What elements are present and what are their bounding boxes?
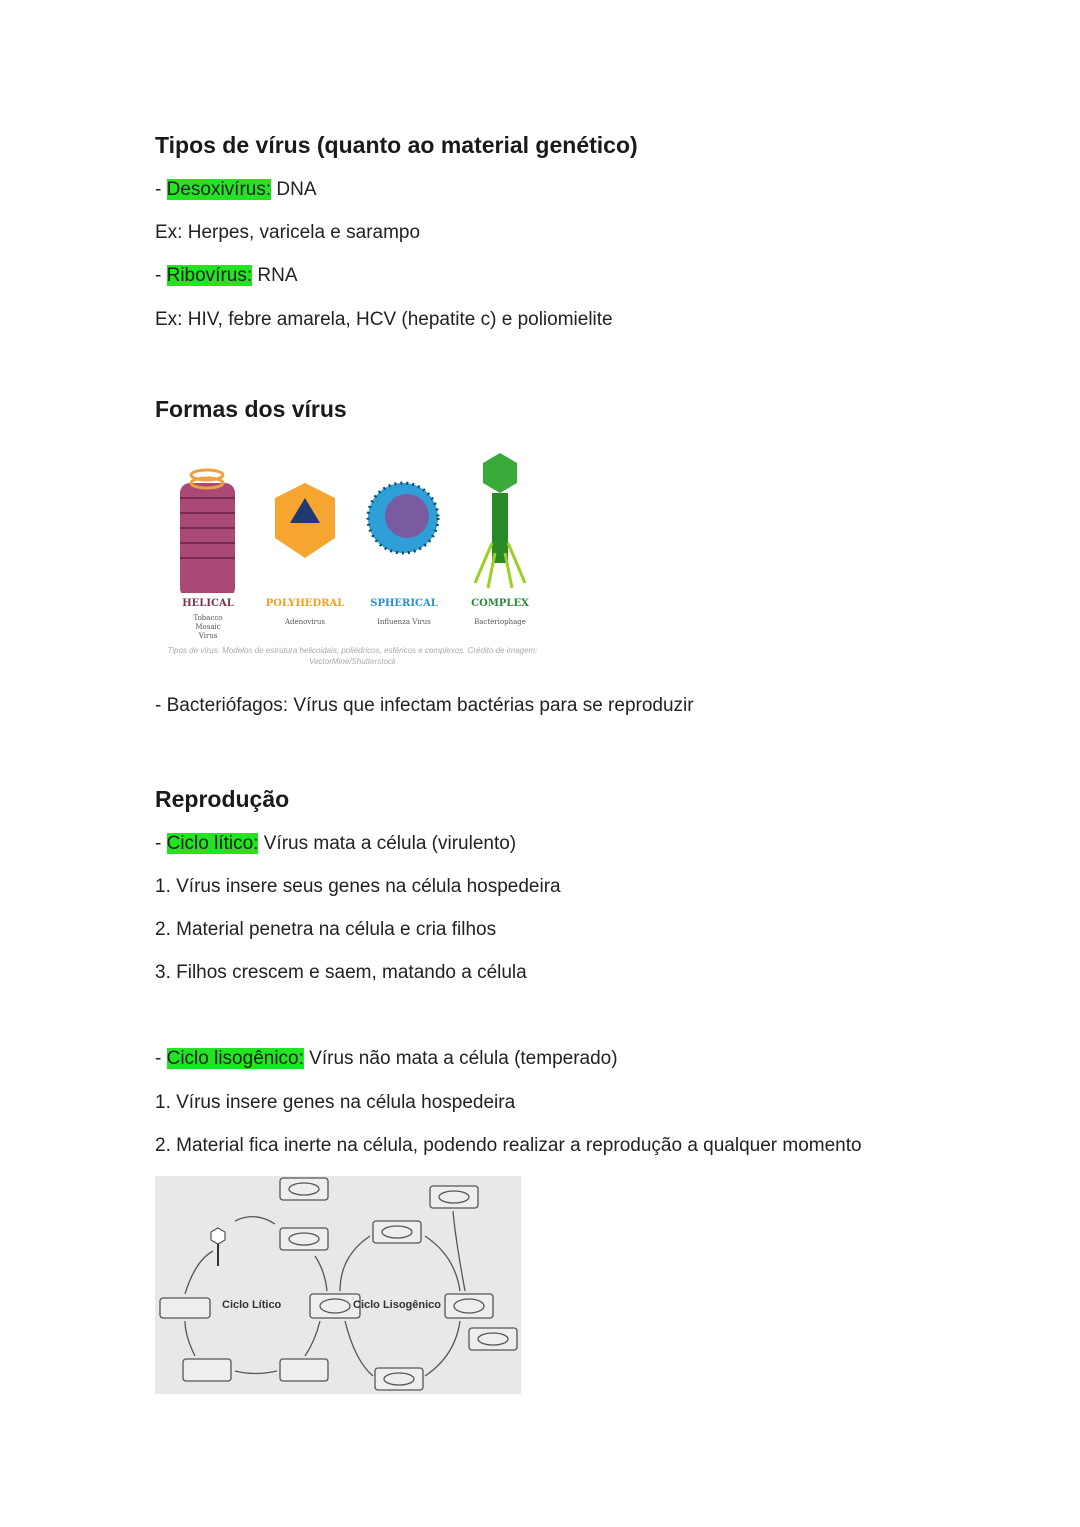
definition: Vírus não mata a célula (temperado) — [303, 1048, 618, 1069]
highlight-term: Ciclo lisogênico: — [166, 1048, 304, 1069]
virus-shapes-illustration — [155, 443, 550, 593]
label-complex: COMPLEX — [471, 598, 529, 609]
heading-reproduction: Reprodução — [155, 786, 290, 812]
highlight-term: Ribovírus: — [166, 265, 253, 286]
heading-virus-shapes: Formas dos vírus — [155, 396, 347, 422]
desoxivirus-line — [155, 178, 317, 202]
sub-helical: Tobacco Mosaic Virus — [193, 614, 223, 640]
highlight-term: Desoxivírus: — [166, 179, 272, 200]
sub-spherical: Influenza Virus — [377, 618, 431, 626]
lytic-step: 3. Filhos crescem e saem, matando a célula — [155, 962, 527, 983]
lytic-step: 1. Vírus insere seus genes na célula hospedeira — [155, 876, 561, 897]
lytic-step: 2. Material penetra na célula e cria filhos — [155, 919, 497, 940]
complex-virus-icon — [475, 453, 525, 588]
highlight-term: Ciclo lítico: — [166, 833, 259, 854]
virus-shapes-figure — [155, 443, 550, 673]
lysogenic-step: 1. Vírus insere genes na célula hospedeira — [155, 1092, 516, 1113]
bacteriophage-note: - Bacteriófagos: Vírus que infectam bactérias para se reproduzir — [155, 695, 694, 716]
label-spherical: SPHERICAL — [370, 598, 438, 609]
label-polyhedral: POLYHEDRAL — [265, 598, 345, 609]
sub-complex: Bacteriophage — [474, 618, 526, 626]
figure-caption: Tipos de vírus. Modelos de estrutura helicoidais, poliédricos, esféricos e complexos. Crédito de imagem: VectorMine/Shutterstock — [167, 646, 538, 666]
bullet: - — [155, 179, 167, 200]
cycle-illustration — [155, 1176, 521, 1394]
lysogenic-step: 2. Material fica inerte na célula, podendo realizar a reprodução a qualquer momento — [155, 1135, 862, 1156]
bullet: - — [155, 265, 167, 286]
heading-virus-types: Tipos de vírus (quanto ao material genético) — [155, 132, 638, 158]
ribovirus-example: Ex: HIV, febre amarela, HCV (hepatite c) e poliomielite — [155, 309, 613, 330]
label-helical: HELICAL — [182, 598, 234, 609]
bacteriophage-icon — [211, 1228, 225, 1266]
lysogenic-cycle-line — [155, 1047, 618, 1071]
helical-virus-icon — [180, 470, 235, 593]
ribovirus-line — [155, 264, 298, 288]
bullet: - — [155, 1048, 167, 1069]
lysogenic-cycle-label: Ciclo Lisogênico — [353, 1299, 442, 1311]
definition: Vírus mata a célula (virulento) — [258, 833, 517, 854]
definition: DNA — [271, 179, 317, 200]
lytic-cycle-label: Ciclo Lítico — [222, 1299, 282, 1311]
polyhedral-virus-icon — [275, 483, 335, 558]
lytic-cycle-line — [155, 832, 516, 856]
desoxivirus-example: Ex: Herpes, varicela e sarampo — [155, 222, 421, 243]
reproduction-cycle-diagram — [155, 1176, 521, 1394]
definition: RNA — [252, 265, 298, 286]
spherical-virus-icon — [368, 483, 438, 553]
sub-polyhedral: Adenovirus — [284, 618, 326, 626]
bullet: - — [155, 833, 167, 854]
